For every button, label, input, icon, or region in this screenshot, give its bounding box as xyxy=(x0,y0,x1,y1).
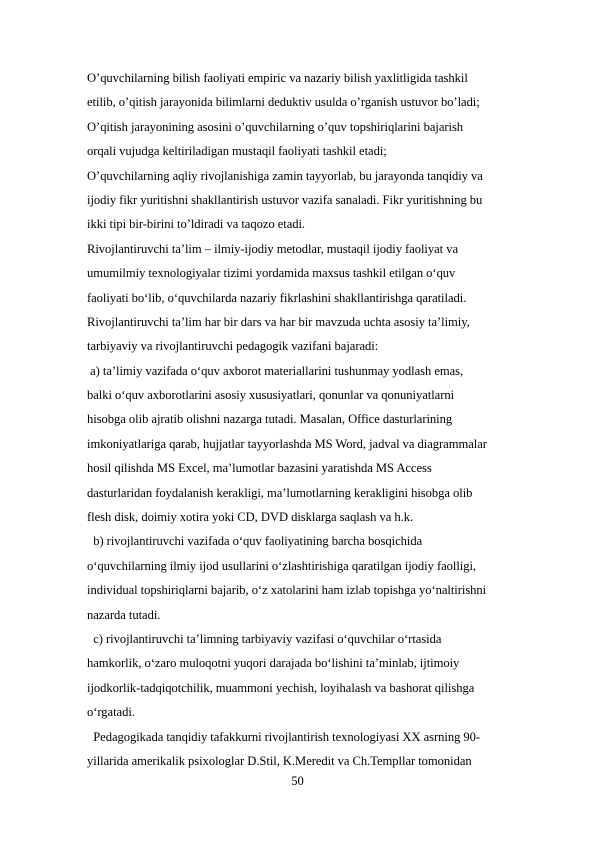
text-line: tarbiyaviy va rivojlantiruvchi pedagogik vazifani bajaradi: xyxy=(87,339,379,354)
text-line: orqali vujudga keltiriladigan mustaqil faoliyati tashkil etadi; xyxy=(87,144,387,159)
text-line: hisobga olib ajratib olishni nazarga tutadi. Masalan, Office dasturlarining xyxy=(87,412,453,427)
text-line: c) rivojlantiruvchi ta’limning tarbiyaviy vazifasi o‘quvchilar o‘rtasida xyxy=(87,631,442,646)
text-line: hosil qilishda MS Excel, ma’lumotlar bazasini yaratishda MS Access xyxy=(87,461,432,476)
text-line: umumilmiy texnologiyalar tizimi yordamida maxsus tashkil etilgan o‘quv xyxy=(87,266,456,281)
text-line: Rivojlantiruvchi ta’lim – ilmiy-ijodiy metodlar, mustaqil ijodiy faoliyat va xyxy=(87,241,459,256)
text-line: balki o‘quv axborotlarini asosiy xususiyatlari, qonunlar va qonuniyatlarni xyxy=(87,388,455,403)
page-number: 50 xyxy=(291,774,304,788)
text-line: imkoniyatlariga qarab, hujjatlar tayyorlashda MS Word, jadval va diagrammalar xyxy=(87,436,487,451)
text-line: etilib, o’qitish jarayonida bilimlarni deduktiv usulda o’rganish ustuvor bo’ladi; xyxy=(87,95,480,110)
text-line: ijodiy fikr yuritishni shakllantirish ustuvor vazifa sanaladi. Fikr yuritishning bu xyxy=(87,192,483,207)
text-line: dasturlaridan foydalanish kerakligi, ma’lumotlarning kerakligini hisobga olib xyxy=(87,485,473,500)
text-line: hamkorlik, o‘zaro muloqotni yuqori darajada bo‘lishini ta’minlab, ijtimoiy xyxy=(87,656,460,671)
text-line: nazarda tutadi. xyxy=(87,607,161,622)
text-line: Pedagogikada tanqidiy tafakkurni rivojlantirish texnologiyasi XX asrning 90- xyxy=(87,729,481,744)
text-line: flesh disk, doimiy xotira yoki CD, DVD disklarga saqlash va h.k. xyxy=(87,510,414,525)
text-line: Rivojlantiruvchi ta’lim har bir dars va har bir mavzuda uchta asosiy ta’limiy, xyxy=(87,314,470,329)
text-line: ijodkorlik-tadqiqotchilik, muammoni yechish, loyihalash va bashorat qilishga xyxy=(87,680,475,695)
text-line: o‘quvchilarning ilmiy ijod usullarini o‘zlashtirishiga qaratilgan ijodiy faolligi, xyxy=(87,558,477,573)
text-line: a) ta’limiy vazifada o‘quv axborot materiallarini tushunmay yodlash emas, xyxy=(87,363,464,378)
text-line: yillarida amerikalik psixologlar D.Stil, K.Meredit va Ch.Templlar tomonidan xyxy=(87,753,472,768)
text-line: b) rivojlantiruvchi vazifada o‘quv faoliyatining barcha bosqichida xyxy=(87,534,423,549)
text-line: O’qitish jarayonining asosini o’quvchilarning o’quv topshiriqlarini bajarish xyxy=(87,119,464,134)
text-line: O’quvchilarning aqliy rivojlanishiga zamin tayyorlab, bu jarayonda tanqidiy va xyxy=(87,168,483,183)
text-line: individual topshiriqlarni bajarib, o‘z xatolarini ham izlab topishga yo‘naltirishni xyxy=(87,583,487,598)
body-text xyxy=(87,66,595,773)
text-line: faoliyati bo‘lib, o‘quvchilarda nazariy fikrlashini shakllantirishga qaratiladi. xyxy=(87,290,467,305)
text-line: o‘rgatadi. xyxy=(87,705,135,720)
text-line: O’quvchilarning bilish faoliyati empiric va nazariy bilish yaxlitligida tashkil xyxy=(87,71,468,85)
text-line: ikki tipi bir-birini to’ldiradi va taqozo etadi. xyxy=(87,217,306,232)
